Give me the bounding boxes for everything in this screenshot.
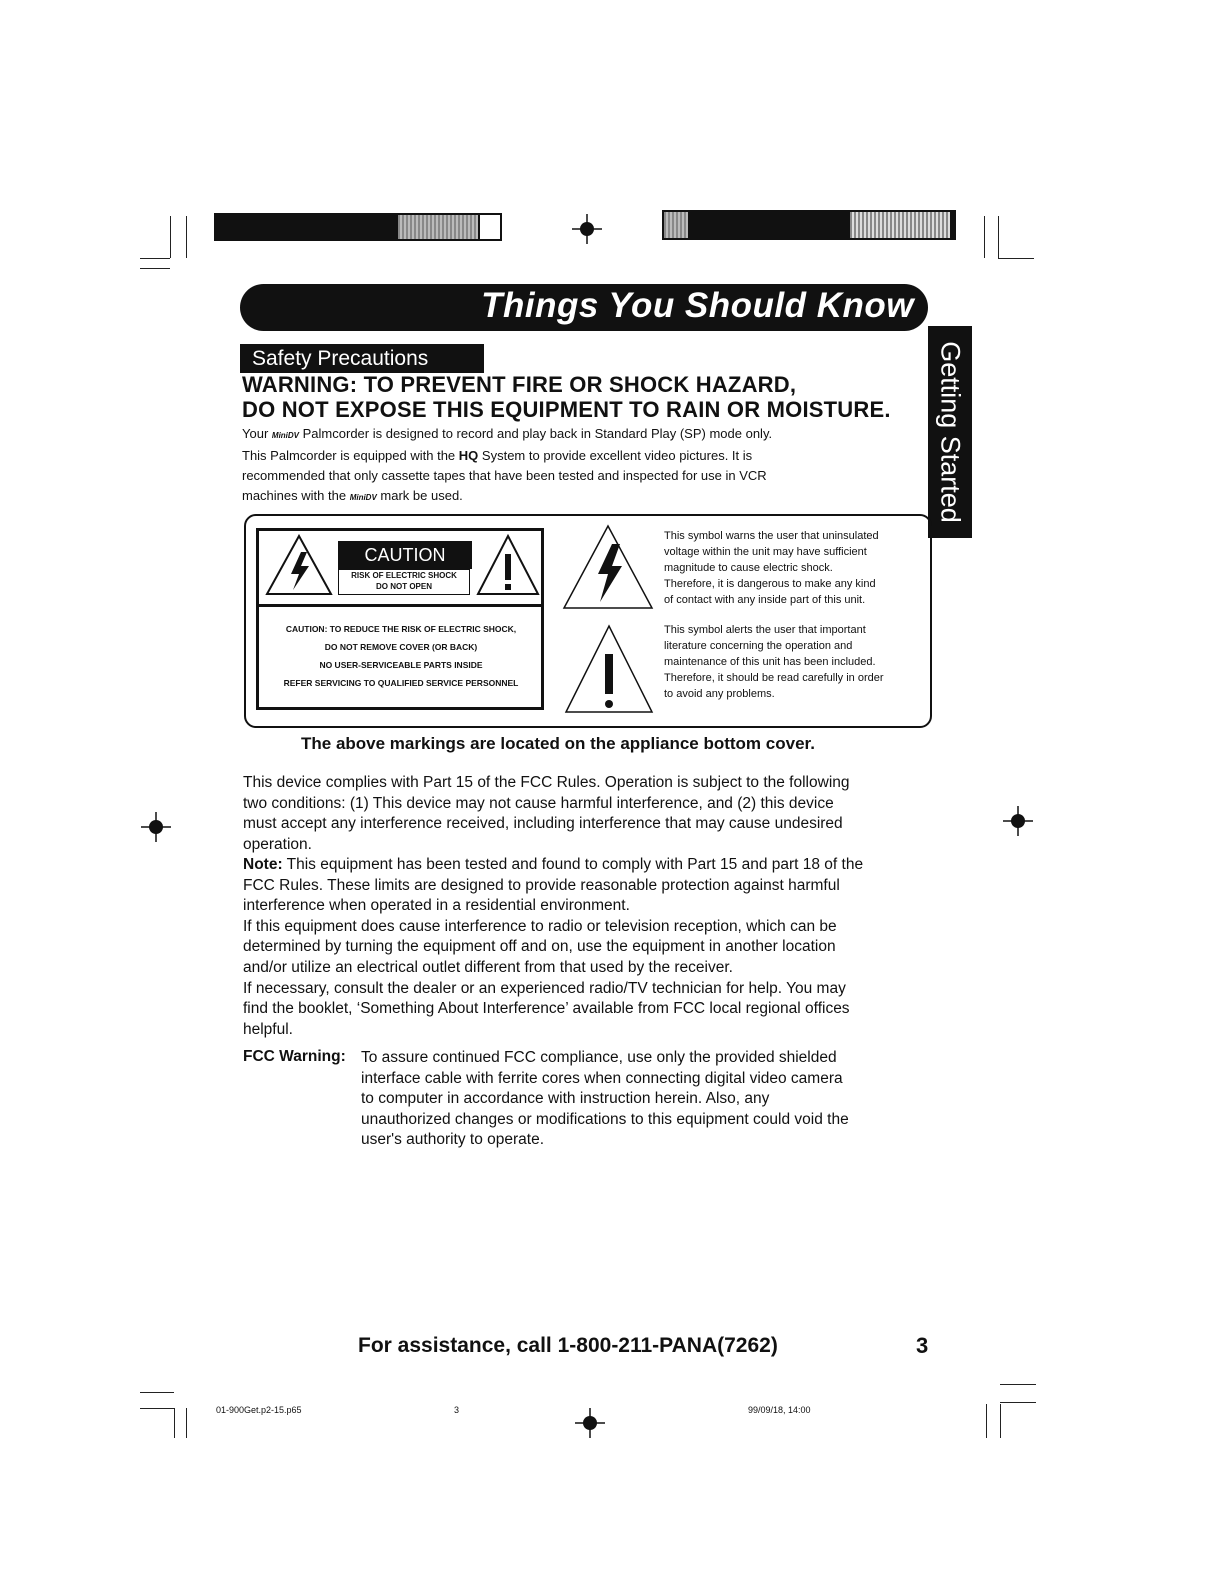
section-tab-label: Getting Started: [935, 341, 966, 523]
caution-instructions: CAUTION: TO REDUCE THE RISK OF ELECTRIC SHOCK, DO NOT REMOVE COVER (OR BACK) NO USER-SERVICEABLE PARTS INSIDE REFER SERVICING TO QUALIFIED SERVICE PERSONNEL: [283, 624, 519, 688]
crop-mark: [186, 216, 187, 258]
crop-mark: [140, 258, 170, 259]
minidv-logo: MiniDV: [271, 431, 300, 440]
crop-mark: [998, 258, 1034, 259]
crop-mark: [174, 1408, 175, 1438]
section-heading: Safety Precautions: [240, 344, 484, 373]
file-name: 01-900Get.p2-15.p65: [216, 1405, 302, 1415]
registration-crosshair-icon: [575, 1408, 605, 1438]
crop-mark: [1000, 1404, 1001, 1438]
registration-bar-right-gray2: [850, 212, 950, 238]
crop-mark: [986, 1404, 987, 1438]
crop-mark: [984, 216, 985, 258]
registration-crosshair-icon: [572, 214, 602, 244]
registration-bar-right-gray: [664, 212, 688, 238]
fcc-note-paragraph: Note: This equipment has been tested and found to comply with Part 15 and part 18 of the FCC Rules. These limits are designed to provide reasonable protection against harmful interference when operated in a residential environment. If this equipment does cause interference to radio or television reception, which can be determined by turning the equipment off and on, use the equipment in another location and/or utilize an electrical outlet different from that used by the receiver. If necessary, consult the dealer or an experienced radio/TV technician for help. You may find the booklet, ‘Something About Interference’ available from FCC local regional offices helpful.: [243, 856, 864, 1038]
file-page: 3: [454, 1405, 460, 1415]
crop-mark: [186, 1408, 187, 1438]
sp-mode-note: Your MiniDV Palmcorder is designed to record and play back in Standard Play (SP) mode only.: [242, 426, 773, 441]
fcc-compliance-paragraph: This device complies with Part 15 of the FCC Rules. Operation is subject to the following two conditions: (1) This device may not cause harmful interference, and (2) this device must accept any interference received, including interference that may cause undesired operation.: [243, 774, 850, 853]
registration-bar-left-white: [480, 215, 500, 239]
crop-mark: [140, 1408, 174, 1409]
registration-crosshair-icon: [141, 812, 171, 842]
warning-line-2: DO NOT EXPOSE THIS EQUIPMENT TO RAIN OR MOISTURE.: [242, 397, 891, 422]
exclamation-symbol-description: This symbol alerts the user that important literature concerning the operation and maintenance of this unit has been included. Therefore, it should be read carefully in order to avoid any problems.: [664, 624, 884, 700]
assistance-line: For assistance, call 1-800-211-PANA(7262): [358, 1334, 778, 1357]
risk-of-shock-label: RISK OF ELECTRIC SHOCK DO NOT OPEN: [338, 569, 470, 595]
registration-crosshair-icon: [1003, 806, 1033, 836]
date-time: 99/09/18, 14:00: [748, 1405, 811, 1415]
warning-line-1: WARNING: TO PREVENT FIRE OR SHOCK HAZARD,: [242, 372, 797, 397]
shock-symbol-description: This symbol warns the user that uninsulated voltage within the unit may have sufficient magnitude to cause electric shock. Therefore, it is dangerous to make any kind of contact with any inside part of this unit.: [664, 530, 879, 606]
section-tab: [928, 326, 972, 538]
minidv-logo: MiniDV: [349, 493, 377, 502]
caution-divider: [256, 604, 544, 607]
markings-note: The above markings are located on the appliance bottom cover.: [301, 734, 815, 753]
crop-mark: [1000, 1402, 1036, 1403]
crop-mark: [998, 216, 999, 258]
page-title-bar: [240, 284, 928, 331]
exclamation-symbol-icon: [564, 624, 654, 714]
fcc-warning-label: FCC Warning:: [243, 1048, 346, 1065]
crop-mark: [140, 1392, 174, 1393]
crop-mark: [140, 268, 170, 269]
crop-mark: [170, 216, 171, 258]
exclamation-warning-icon: [476, 534, 540, 596]
page-title: Things You Should Know: [481, 286, 914, 325]
hq-note: This Palmcorder is equipped with the HQ System to provide excellent video pictures. It is recommended that only cassette tapes that have been tested and inspected for use in VCR machines with the MiniDV mark be used.: [242, 448, 767, 503]
page-number: 3: [916, 1333, 929, 1358]
crop-mark: [1000, 1384, 1036, 1385]
electric-shock-warning-icon: [265, 534, 333, 596]
registration-bar-left-gray: [398, 215, 478, 239]
electric-shock-symbol-icon: [562, 524, 654, 610]
fcc-warning-text: To assure continued FCC compliance, use only the provided shielded interface cable with ferrite cores when connecting digital video camera to computer in accordance with instruction herein. Also, any unauthorized changes or modifications to this equipment could void the user's authority to operate.: [361, 1049, 849, 1149]
caution-badge: CAUTION: [338, 541, 472, 569]
